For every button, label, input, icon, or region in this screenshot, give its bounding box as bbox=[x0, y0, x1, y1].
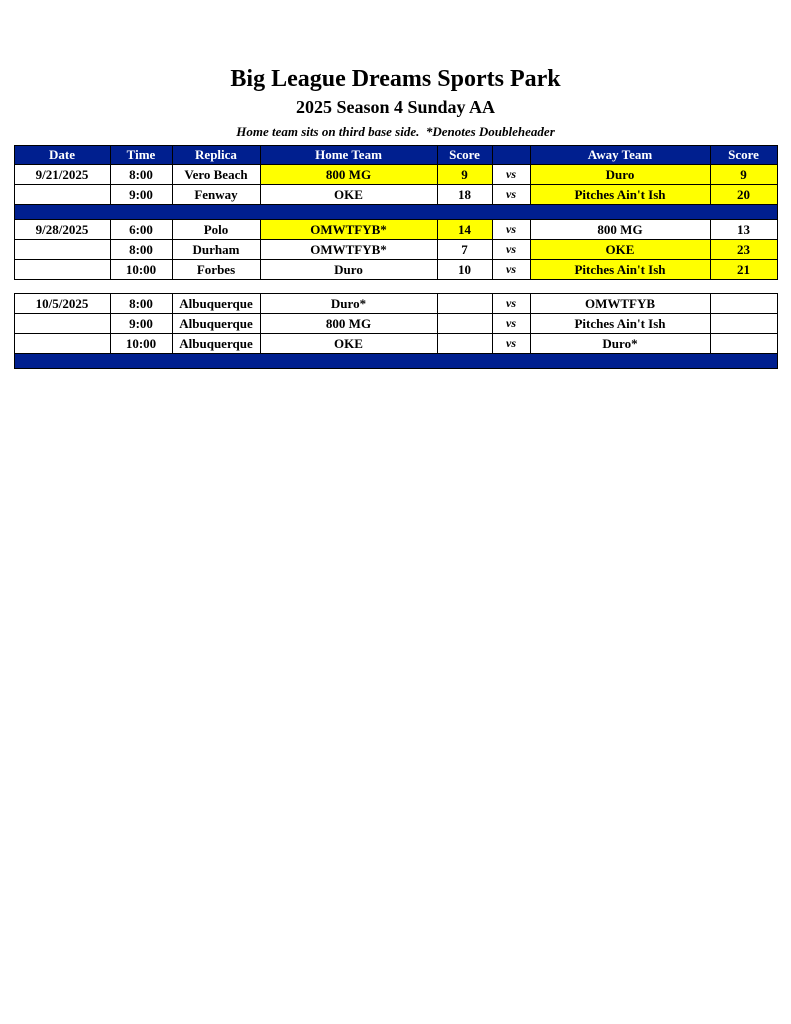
away-score-cell bbox=[710, 314, 777, 334]
game-row bbox=[14, 294, 777, 314]
date-cell bbox=[14, 185, 110, 205]
navy-separator-row bbox=[14, 354, 777, 369]
home-score-cell bbox=[437, 314, 492, 334]
replica-cell: Polo bbox=[172, 220, 260, 240]
vs-cell: vs bbox=[492, 165, 530, 185]
home-score-cell: 7 bbox=[437, 240, 492, 260]
replica-cell: Albuquerque bbox=[172, 334, 260, 354]
time-cell: 8:00 bbox=[110, 294, 172, 314]
time-cell: 8:00 bbox=[110, 240, 172, 260]
away-score-cell: 9 bbox=[710, 165, 777, 185]
time-cell: 9:00 bbox=[110, 314, 172, 334]
vs-cell: vs bbox=[492, 314, 530, 334]
page-note: Home team sits on third base side. *Denotes Doubleheader bbox=[236, 124, 555, 139]
away-team-cell: Duro* bbox=[530, 334, 710, 354]
header-cell-time: Time bbox=[110, 146, 172, 165]
home-team-cell: 800 MG bbox=[260, 165, 437, 185]
vs-cell: vs bbox=[492, 185, 530, 205]
navy-separator-row bbox=[14, 205, 777, 220]
away-score-cell bbox=[710, 334, 777, 354]
away-team-cell: Pitches Ain't Ish bbox=[530, 314, 710, 334]
home-team-cell: OKE bbox=[260, 185, 437, 205]
vs-cell: vs bbox=[492, 294, 530, 314]
date-cell bbox=[14, 260, 110, 280]
home-team-cell: 800 MG bbox=[260, 314, 437, 334]
game-row bbox=[14, 314, 777, 334]
time-cell: 10:00 bbox=[110, 334, 172, 354]
table-header-row bbox=[14, 146, 777, 165]
home-team-cell: OMWTFYB* bbox=[260, 220, 437, 240]
home-score-cell bbox=[437, 294, 492, 314]
vs-cell: vs bbox=[492, 334, 530, 354]
away-team-cell: OKE bbox=[530, 240, 710, 260]
away-score-cell: 23 bbox=[710, 240, 777, 260]
date-cell bbox=[14, 334, 110, 354]
game-row bbox=[14, 185, 777, 205]
away-team-cell: Pitches Ain't Ish bbox=[530, 185, 710, 205]
date-cell: 10/5/2025 bbox=[14, 294, 110, 314]
schedule-table bbox=[14, 145, 778, 369]
game-row bbox=[14, 240, 777, 260]
date-cell: 9/21/2025 bbox=[14, 165, 110, 185]
header-cell-away-team: Away Team bbox=[530, 146, 710, 165]
replica-cell: Vero Beach bbox=[172, 165, 260, 185]
home-score-cell: 14 bbox=[437, 220, 492, 240]
header-cell-home-team: Home Team bbox=[260, 146, 437, 165]
home-score-cell: 18 bbox=[437, 185, 492, 205]
date-cell bbox=[14, 240, 110, 260]
game-row bbox=[14, 220, 777, 240]
game-row bbox=[14, 334, 777, 354]
away-score-cell: 20 bbox=[710, 185, 777, 205]
blank-separator-cell bbox=[14, 280, 777, 294]
page-subtitle: 2025 Season 4 Sunday AA bbox=[295, 97, 496, 117]
replica-cell: Albuquerque bbox=[172, 294, 260, 314]
home-team-cell: Duro bbox=[260, 260, 437, 280]
schedule-table-body bbox=[14, 165, 777, 369]
home-team-cell: OMWTFYB* bbox=[260, 240, 437, 260]
time-cell: 9:00 bbox=[110, 185, 172, 205]
navy-separator-cell bbox=[14, 205, 777, 220]
away-team-cell: Pitches Ain't Ish bbox=[530, 260, 710, 280]
away-team-cell: Duro bbox=[530, 165, 710, 185]
home-team-cell: Duro* bbox=[260, 294, 437, 314]
vs-cell: vs bbox=[492, 260, 530, 280]
game-row bbox=[14, 165, 777, 185]
home-score-cell bbox=[437, 334, 492, 354]
away-team-cell: OMWTFYB bbox=[530, 294, 710, 314]
away-team-cell: 800 MG bbox=[530, 220, 710, 240]
game-row bbox=[14, 260, 777, 280]
header-cell-vs bbox=[492, 146, 530, 165]
replica-cell: Forbes bbox=[172, 260, 260, 280]
replica-cell: Fenway bbox=[172, 185, 260, 205]
vs-cell: vs bbox=[492, 220, 530, 240]
home-score-cell: 10 bbox=[437, 260, 492, 280]
home-team-cell: OKE bbox=[260, 334, 437, 354]
header-cell-replica: Replica bbox=[172, 146, 260, 165]
away-score-cell: 13 bbox=[710, 220, 777, 240]
date-cell: 9/28/2025 bbox=[14, 220, 110, 240]
home-score-cell: 9 bbox=[437, 165, 492, 185]
header-cell-date: Date bbox=[14, 146, 110, 165]
vs-cell: vs bbox=[492, 240, 530, 260]
away-score-cell bbox=[710, 294, 777, 314]
replica-cell: Albuquerque bbox=[172, 314, 260, 334]
time-cell: 10:00 bbox=[110, 260, 172, 280]
header-cell-away-score: Score bbox=[710, 146, 777, 165]
time-cell: 8:00 bbox=[110, 165, 172, 185]
navy-separator-cell bbox=[14, 354, 777, 369]
date-cell bbox=[14, 314, 110, 334]
blank-separator-row bbox=[14, 280, 777, 294]
away-score-cell: 21 bbox=[710, 260, 777, 280]
page-title: Big League Dreams Sports Park bbox=[230, 66, 561, 92]
time-cell: 6:00 bbox=[110, 220, 172, 240]
replica-cell: Durham bbox=[172, 240, 260, 260]
header-cell-home-score: Score bbox=[437, 146, 492, 165]
